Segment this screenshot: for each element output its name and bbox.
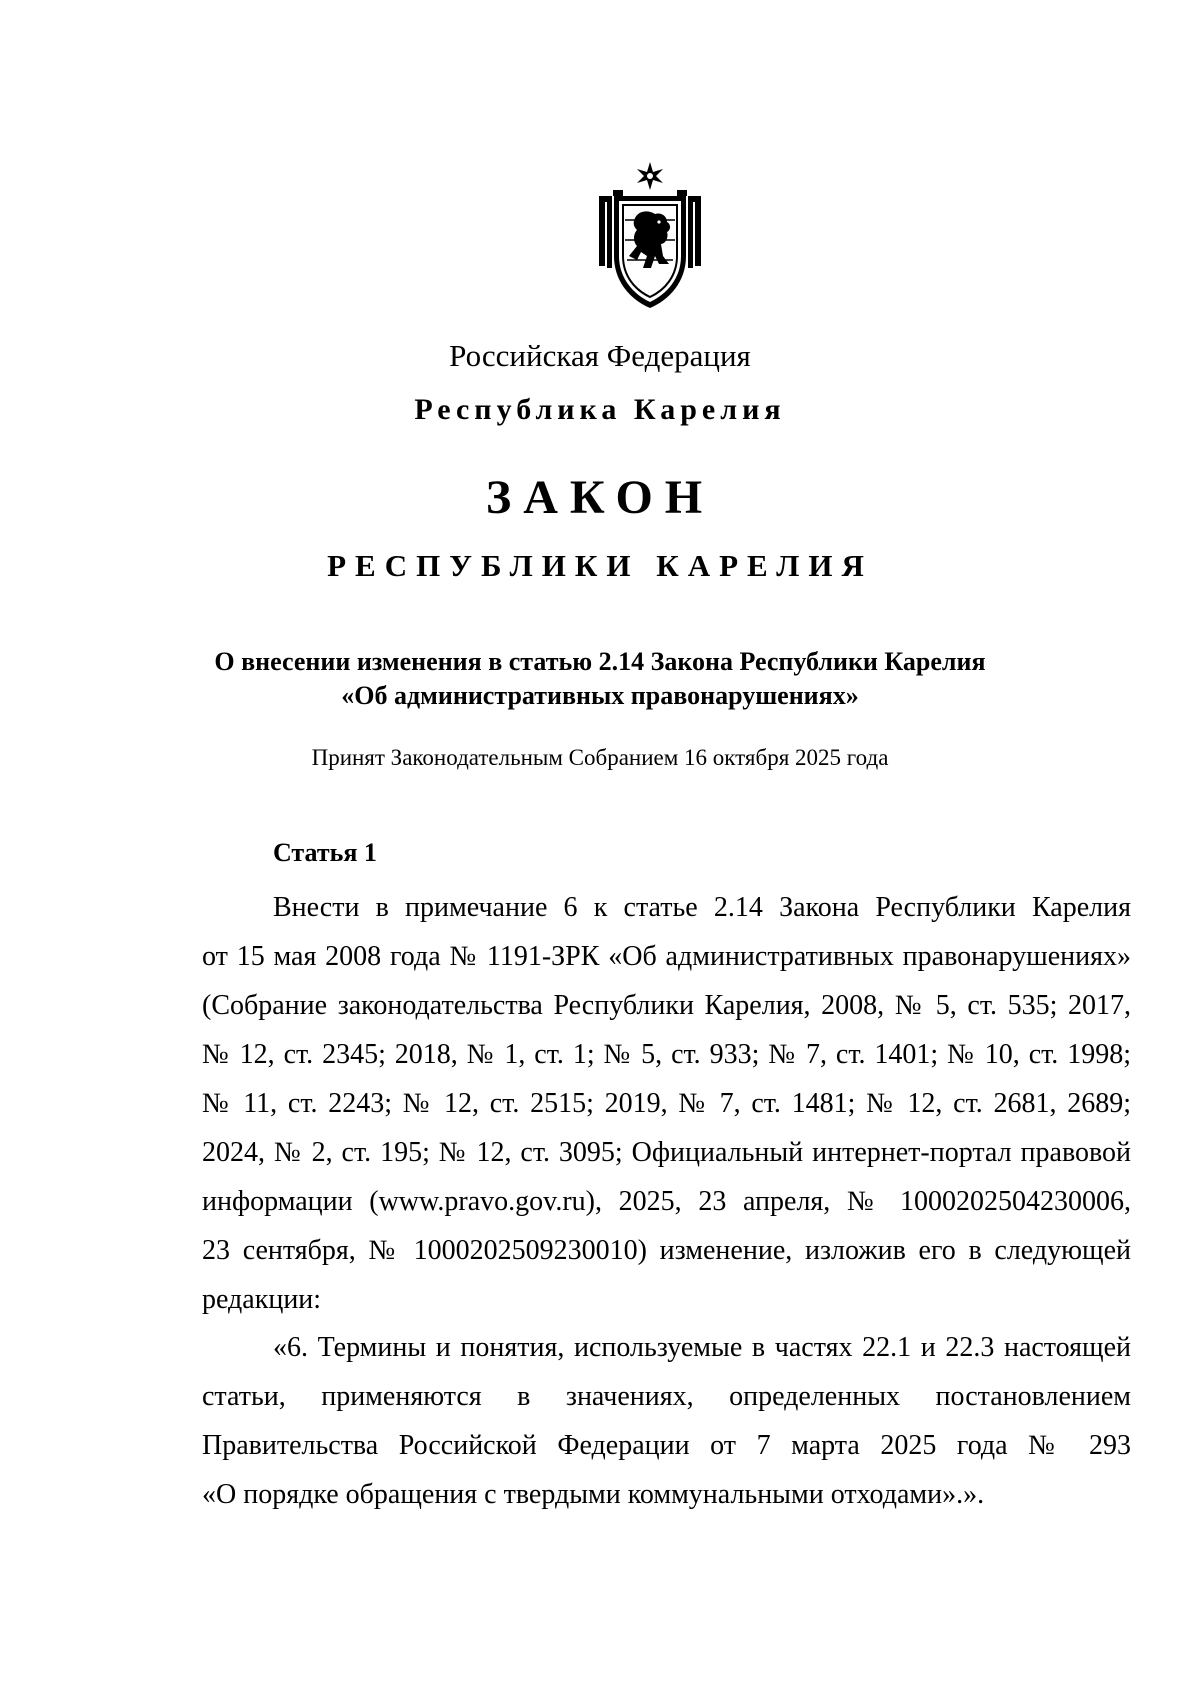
paragraph-line: (Собрание законодательства Республики Карелия, 2008, № 5, ст. 535; 2017, — [202, 990, 1131, 1021]
law-title-line: О внесении изменения в статью 2.14 Закона Республики Карелия — [214, 647, 986, 676]
country-name: Российская Федерация — [449, 338, 751, 373]
karelia-coat-of-arms-icon — [597, 160, 703, 312]
document-type: ЗАКОН — [485, 471, 715, 524]
law-title-line: «Об административных правонарушениях» — [341, 681, 859, 710]
republic-name: Республика Карелия — [414, 393, 786, 426]
paragraph-line: «О порядке обращения с твердыми коммунальными отходами».». — [202, 1479, 985, 1510]
article-paragraph — [202, 883, 1131, 1324]
article-paragraph — [202, 1323, 1131, 1519]
paragraph-line: Внести в примечание 6 к статье 2.14 Закона Республики Карелия — [273, 892, 1131, 923]
document-issuer: РЕСПУБЛИКИ КАРЕЛИЯ — [327, 548, 873, 583]
paragraph-line: № 11, ст. 2243; № 12, ст. 2515; 2019, № 7, ст. 1481; № 12, ст. 2681, 2689; — [202, 1088, 1131, 1119]
paragraph-line: «6. Термины и понятия, используемые в частях 22.1 и 22.3 настоящей — [273, 1332, 1131, 1363]
adoption-note: Принят Законодательным Собранием 16 октября 2025 года — [311, 745, 889, 770]
paragraph-line: информации (www.pravo.gov.ru), 2025, 23 апреля, № 1000202504230006, — [202, 1186, 1131, 1217]
law-title — [0, 645, 1200, 713]
article-heading: Статья 1 — [273, 838, 377, 867]
paragraph-line: Правительства Российской Федерации от 7 марта 2025 года № 293 — [202, 1430, 1131, 1461]
paragraph-line: редакции: — [202, 1284, 322, 1315]
paragraph-line: № 12, ст. 2345; 2018, № 1, ст. 1; № 5, ст. 933; № 7, ст. 1401; № 10, ст. 1998; — [202, 1039, 1131, 1070]
paragraph-line: статьи, применяются в значениях, определенных постановлением — [202, 1381, 1131, 1412]
paragraph-line: от 15 мая 2008 года № 1191-ЗРК «Об административных правонарушениях» — [202, 941, 1131, 972]
paragraph-line: 2024, № 2, ст. 195; № 12, ст. 3095; Официальный интернет-портал правовой — [202, 1137, 1131, 1168]
paragraph-line: 23 сентября, № 1000202509230010) изменение, изложив его в следующей — [202, 1235, 1131, 1266]
star-icon — [637, 162, 663, 190]
